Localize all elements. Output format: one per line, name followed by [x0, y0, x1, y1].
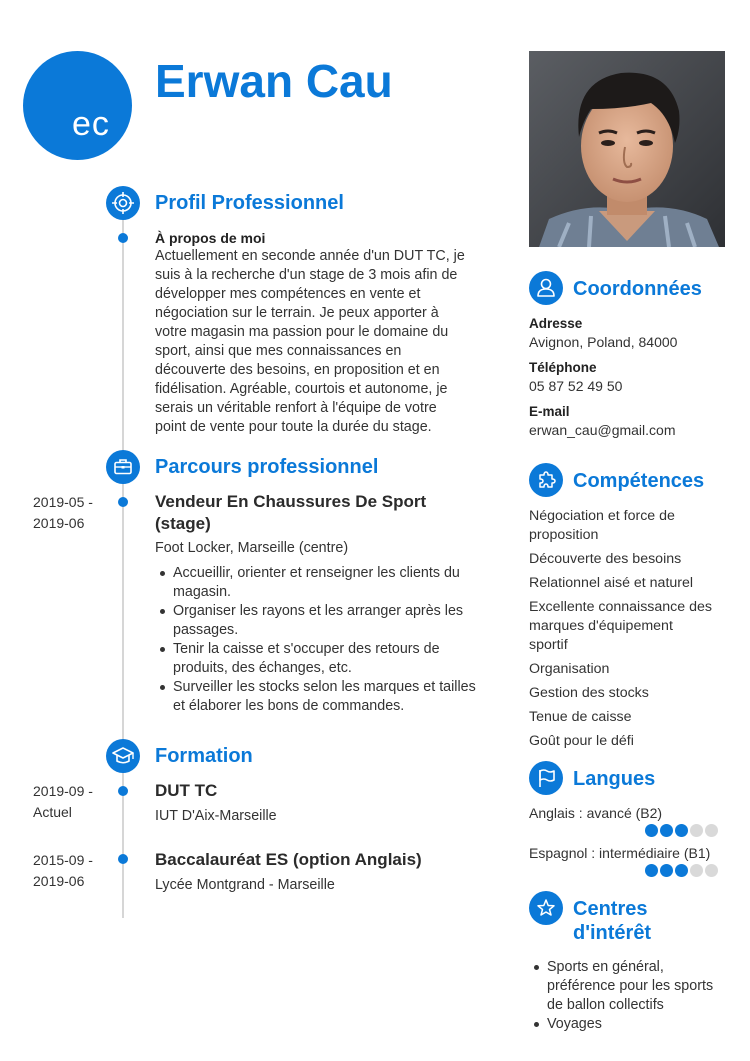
profile-line: découverte des besoins, en proposition et en — [155, 362, 440, 378]
timeline-line — [122, 220, 124, 918]
star-icon — [529, 891, 563, 925]
list-item: Découverte des besoins — [529, 551, 682, 567]
list-item: Voyages — [529, 1015, 739, 1034]
section-title-contact: Coordonnées — [573, 278, 702, 300]
degree-title: Baccalauréat ES (option Anglais) — [155, 850, 422, 869]
level-dot — [690, 824, 703, 837]
list-item: Organiser les rayons et les arranger après les passages. — [155, 602, 495, 640]
school-name: IUT D'Aix-Marseille — [155, 808, 277, 824]
language-level — [645, 824, 718, 837]
list-item: Surveiller les stocks selon les marques et tailles et élaborer les bons de commandes. — [155, 678, 495, 716]
section-title-profile: Profil Professionnel — [155, 192, 344, 214]
job-title — [155, 491, 485, 535]
candidate-name: Erwan Cau — [155, 55, 393, 107]
interests-list — [529, 958, 739, 1034]
profile-line: Actuellement en seconde année d'un DUT TC, je — [155, 248, 465, 264]
list-item: Tenue de caisse — [529, 709, 632, 725]
job-duties — [155, 564, 495, 716]
language-name: Anglais : avancé (B2) — [529, 805, 663, 821]
section-title-education: Formation — [155, 745, 253, 767]
section-title-experience: Parcours professionnel — [155, 456, 379, 478]
job-title-line: (stage) — [155, 514, 211, 533]
initials: ec — [72, 105, 110, 143]
list-item: Négociation et force de proposition — [529, 508, 675, 543]
user-icon — [529, 271, 563, 305]
level-dot — [675, 824, 688, 837]
list-item: Sports en général, préférence pour les sports de ballon collectifs — [529, 958, 739, 1015]
list-item: Tenir la caisse et s'occuper des retours de produits, des échanges, etc. — [155, 640, 495, 678]
profile-line: serais un véritable renfort à l'équipe de votre — [155, 400, 437, 416]
address-label: Adresse — [529, 316, 583, 331]
email-value: erwan_cau@gmail.com — [529, 422, 676, 438]
section-title-skills: Compétences — [573, 470, 705, 492]
list-item: Organisation — [529, 661, 610, 677]
phone-value: 05 87 52 49 50 — [529, 378, 623, 394]
experience-date — [33, 492, 93, 534]
briefcase-icon — [106, 450, 140, 484]
level-dot — [705, 824, 718, 837]
profile-line: sport, ainsi que mes connaissances en — [155, 343, 402, 359]
address-value: Avignon, Poland, 84000 — [529, 334, 678, 350]
puzzle-icon — [529, 463, 563, 497]
level-dot — [660, 864, 673, 877]
monogram-badge — [23, 51, 132, 160]
date-end: 2019-06 — [33, 515, 85, 531]
level-dot — [705, 864, 718, 877]
education-date — [33, 850, 93, 892]
profile-line: fidélisation. Agréable, courtois et autonome, je — [155, 381, 448, 397]
date-start: 2019-09 - — [33, 783, 93, 799]
profile-line: négociation sur le terrain. Je peux apporter à — [155, 305, 439, 321]
profile-line: développer mes compétences en vente et — [155, 286, 421, 302]
level-dot — [645, 864, 658, 877]
list-item: Accueillir, orienter et renseigner les clients du magasin. — [155, 564, 495, 602]
language-name: Espagnol : intermédiaire (B1) — [529, 845, 711, 861]
profile-line: votre magasin ma passion pour le domaine du — [155, 324, 449, 340]
section-title-languages: Langues — [573, 768, 656, 790]
list-item: Relationnel aisé et naturel — [529, 575, 694, 591]
school-name: Lycée Montgrand - Marseille — [155, 877, 335, 893]
level-dot — [690, 864, 703, 877]
list-item: Gestion des stocks — [529, 685, 649, 701]
level-dot — [660, 824, 673, 837]
education-date — [33, 781, 93, 823]
target-icon — [106, 186, 140, 220]
timeline-dot — [118, 233, 128, 243]
section-title-interests: Centres d'intérêt — [573, 898, 652, 944]
phone-label: Téléphone — [529, 360, 597, 375]
level-dot — [675, 864, 688, 877]
timeline-dot — [118, 854, 128, 864]
level-dot — [645, 824, 658, 837]
date-end: Actuel — [33, 804, 72, 820]
profile-summary — [155, 247, 495, 437]
skills-list — [529, 507, 734, 751]
date-start: 2019-05 - — [33, 494, 93, 510]
profile-photo — [529, 51, 725, 247]
date-end: 2019-06 — [33, 873, 85, 889]
profile-line: suis à la recherche d'un stage de 3 mois afin de — [155, 267, 458, 283]
degree-title: DUT TC — [155, 781, 218, 800]
profile-subtitle: À propos de moi — [155, 230, 266, 246]
job-title-line: Vendeur En Chaussures De Sport — [155, 492, 427, 511]
company: Foot Locker, Marseille (centre) — [155, 540, 349, 556]
timeline-dot — [118, 786, 128, 796]
profile-line: point de vente pour toute la durée du stage. — [155, 419, 432, 435]
timeline-dot — [118, 497, 128, 507]
email-label: E-mail — [529, 404, 570, 419]
date-start: 2015-09 - — [33, 852, 93, 868]
list-item: Goût pour le défi — [529, 733, 634, 749]
list-item: Excellente connaissance des marques d'équipement sportif — [529, 599, 712, 653]
graduation-cap-icon — [106, 739, 140, 773]
flag-icon — [529, 761, 563, 795]
language-level — [645, 864, 718, 877]
